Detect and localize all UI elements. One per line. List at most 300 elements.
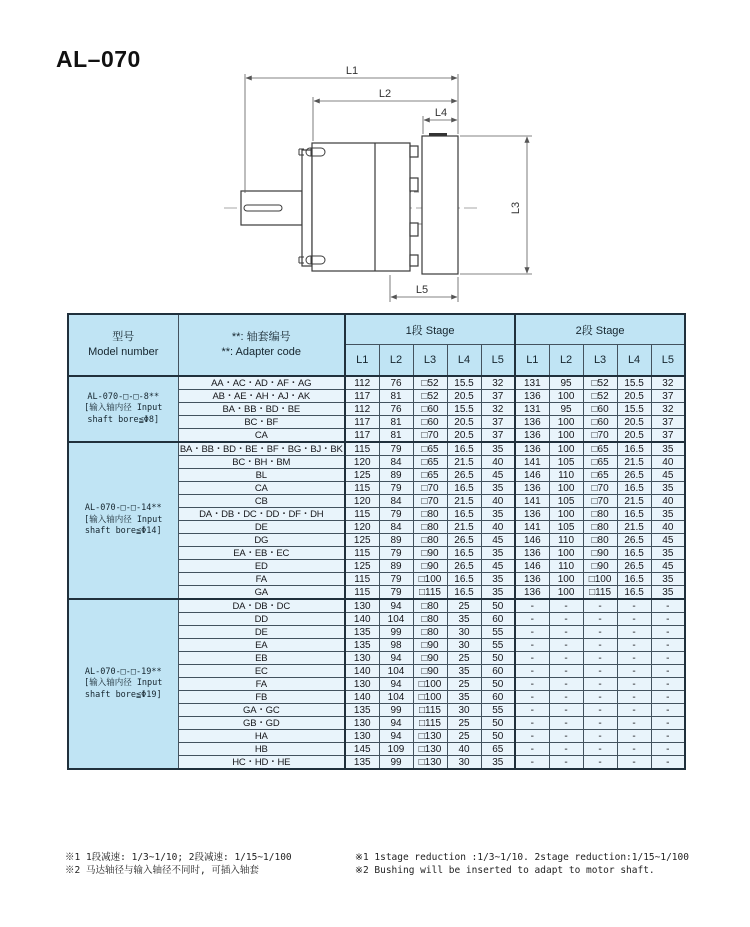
stage1-value-cell: 120 bbox=[345, 495, 379, 508]
stage2-value-cell: 37 bbox=[651, 416, 685, 429]
footnote-en-1: ※1 1stage reduction :1/3~1/10. 2stage reduction:1/15~1/100 bbox=[355, 852, 689, 863]
adapter-code-cell: EC bbox=[178, 665, 345, 678]
stage2-value-cell: 100 bbox=[549, 547, 583, 560]
stage2-value-cell: □90 bbox=[583, 560, 617, 573]
adapter-code-cell: DE bbox=[178, 521, 345, 534]
stage2-value-cell: 35 bbox=[651, 482, 685, 495]
stage1-value-cell: □115 bbox=[413, 704, 447, 717]
stage1-value-cell: 117 bbox=[345, 429, 379, 443]
stage1-value-cell: □70 bbox=[413, 429, 447, 443]
stage1-value-cell: 130 bbox=[345, 678, 379, 691]
stage1-value-cell: 25 bbox=[447, 717, 481, 730]
stage2-value-cell: - bbox=[515, 626, 549, 639]
dim-label-l1: L1 bbox=[345, 65, 359, 77]
stage1-value-cell: 112 bbox=[345, 403, 379, 416]
stage2-value-cell: 136 bbox=[515, 508, 549, 521]
stage2-value-cell: □52 bbox=[583, 376, 617, 390]
stage2-value-cell: 40 bbox=[651, 521, 685, 534]
dimension-table bbox=[67, 313, 686, 770]
stage2-value-cell: - bbox=[549, 626, 583, 639]
stage1-value-cell: 25 bbox=[447, 678, 481, 691]
stage2-value-cell: - bbox=[549, 678, 583, 691]
dimension-table-body bbox=[68, 376, 685, 769]
stage1-value-cell: 37 bbox=[481, 416, 515, 429]
adapter-code-cell: AA・AC・AD・AF・AG bbox=[178, 376, 345, 390]
stage2-value-cell: □65 bbox=[583, 456, 617, 469]
stage1-value-cell: 40 bbox=[481, 521, 515, 534]
stage2-value-cell: 131 bbox=[515, 403, 549, 416]
stage2-value-cell: □65 bbox=[583, 469, 617, 482]
stage2-value-cell: 136 bbox=[515, 442, 549, 456]
stage1-value-cell: 35 bbox=[481, 547, 515, 560]
stage1-value-cell: 60 bbox=[481, 665, 515, 678]
stage2-value-cell: 141 bbox=[515, 521, 549, 534]
adapter-code-cell: EA・EB・EC bbox=[178, 547, 345, 560]
stage2-value-cell: - bbox=[583, 743, 617, 756]
stage2-value-cell: □115 bbox=[583, 586, 617, 600]
stage1-value-cell: 76 bbox=[379, 376, 413, 390]
stage2-value-cell: 35 bbox=[651, 547, 685, 560]
footnote-cn-2: ※2 马达轴径与输入轴径不同时, 可插入轴套 bbox=[65, 865, 259, 876]
stage1-value-cell: 145 bbox=[345, 743, 379, 756]
stage1-value-cell: 35 bbox=[481, 586, 515, 600]
stage2-value-cell: - bbox=[515, 678, 549, 691]
stage2-value-cell: 105 bbox=[549, 521, 583, 534]
stage1-value-cell: □130 bbox=[413, 743, 447, 756]
stage1-l4-header: L4 bbox=[447, 345, 481, 377]
stage1-value-cell: 21.5 bbox=[447, 521, 481, 534]
stage2-value-cell: 16.5 bbox=[617, 442, 651, 456]
stage1-value-cell: 35 bbox=[481, 756, 515, 770]
stage2-value-cell: - bbox=[651, 678, 685, 691]
stage1-value-cell: 35 bbox=[481, 573, 515, 586]
adapter-code-cell: GA・GC bbox=[178, 704, 345, 717]
stage1-value-cell: 25 bbox=[447, 730, 481, 743]
stage1-value-cell: 117 bbox=[345, 390, 379, 403]
stage1-value-cell: 55 bbox=[481, 639, 515, 652]
stage1-value-cell: 104 bbox=[379, 665, 413, 678]
table-header-group-row bbox=[68, 314, 685, 345]
stage1-value-cell: 30 bbox=[447, 639, 481, 652]
stage1-value-cell: 104 bbox=[379, 613, 413, 626]
stage1-value-cell: □90 bbox=[413, 665, 447, 678]
stage2-value-cell: 45 bbox=[651, 560, 685, 573]
stage1-value-cell: 40 bbox=[481, 495, 515, 508]
stage1-value-cell: 21.5 bbox=[447, 456, 481, 469]
stage2-value-cell: 21.5 bbox=[617, 521, 651, 534]
stage1-value-cell: 89 bbox=[379, 469, 413, 482]
stage2-l3-header: L3 bbox=[583, 345, 617, 377]
stage1-value-cell: 20.5 bbox=[447, 390, 481, 403]
stage1-value-cell: 30 bbox=[447, 626, 481, 639]
stage1-value-cell: 79 bbox=[379, 547, 413, 560]
stage1-value-cell: 50 bbox=[481, 717, 515, 730]
stage1-value-cell: □90 bbox=[413, 560, 447, 573]
stage1-value-cell: □60 bbox=[413, 403, 447, 416]
front-flange bbox=[302, 150, 312, 266]
stage1-value-cell: 79 bbox=[379, 482, 413, 495]
stage2-value-cell: - bbox=[515, 717, 549, 730]
stage2-value-cell: - bbox=[515, 756, 549, 770]
stage1-value-cell: 115 bbox=[345, 547, 379, 560]
stage2-value-cell: - bbox=[583, 730, 617, 743]
stage2-value-cell: - bbox=[515, 639, 549, 652]
stage1-value-cell: 65 bbox=[481, 743, 515, 756]
rear-tab-1 bbox=[410, 146, 418, 157]
stage2-value-cell: - bbox=[583, 717, 617, 730]
stage1-value-cell: □115 bbox=[413, 586, 447, 600]
stage2-value-cell: - bbox=[583, 613, 617, 626]
stage1-l5-header: L5 bbox=[481, 345, 515, 377]
adapter-code-cell: BA・BB・BD・BE bbox=[178, 403, 345, 416]
stage2-value-cell: - bbox=[549, 717, 583, 730]
stage1-value-cell: 115 bbox=[345, 482, 379, 495]
stage1-value-cell: □90 bbox=[413, 639, 447, 652]
stage1-value-cell: □80 bbox=[413, 613, 447, 626]
stage1-value-cell: 89 bbox=[379, 534, 413, 547]
stage2-value-cell: - bbox=[549, 639, 583, 652]
stage1-value-cell: □80 bbox=[413, 599, 447, 613]
stage2-value-cell: 15.5 bbox=[617, 403, 651, 416]
model-number-header: 型号 Model number bbox=[68, 314, 178, 376]
stage2-value-cell: 141 bbox=[515, 495, 549, 508]
stage2-value-cell: 16.5 bbox=[617, 547, 651, 560]
stage2-value-cell: - bbox=[651, 704, 685, 717]
stage2-value-cell: 100 bbox=[549, 416, 583, 429]
stage1-value-cell: 81 bbox=[379, 416, 413, 429]
stage2-value-cell: - bbox=[651, 639, 685, 652]
stage1-value-cell: 16.5 bbox=[447, 547, 481, 560]
footnote-en-2: ※2 Bushing will be inserted to adapt to motor shaft. bbox=[355, 865, 655, 876]
stage2-value-cell: - bbox=[651, 626, 685, 639]
stage2-value-cell: - bbox=[617, 704, 651, 717]
stage2-value-cell: 26.5 bbox=[617, 469, 651, 482]
stage2-value-cell: - bbox=[515, 652, 549, 665]
stage2-value-cell: 100 bbox=[549, 429, 583, 443]
stage1-value-cell: 84 bbox=[379, 456, 413, 469]
adapter-code-cell: DE bbox=[178, 626, 345, 639]
stage1-value-cell: 79 bbox=[379, 586, 413, 600]
adapter-code-cell: CB bbox=[178, 495, 345, 508]
adapter-code-cell: DA・DB・DC bbox=[178, 599, 345, 613]
stage2-value-cell: 141 bbox=[515, 456, 549, 469]
stage1-value-cell: 98 bbox=[379, 639, 413, 652]
adapter-code-cell: HC・HD・HE bbox=[178, 756, 345, 770]
adapter-code-cell: FA bbox=[178, 573, 345, 586]
stage1-value-cell: □100 bbox=[413, 678, 447, 691]
stage2-value-cell: - bbox=[617, 613, 651, 626]
stage2-value-cell: □100 bbox=[583, 573, 617, 586]
stage1-value-cell: 79 bbox=[379, 508, 413, 521]
stage1-header: 1段 Stage bbox=[345, 314, 515, 345]
stage2-value-cell: - bbox=[583, 665, 617, 678]
stage2-value-cell: - bbox=[617, 743, 651, 756]
stage2-value-cell: 100 bbox=[549, 508, 583, 521]
stage1-value-cell: 60 bbox=[481, 691, 515, 704]
stage2-l4-header: L4 bbox=[617, 345, 651, 377]
stage2-value-cell: - bbox=[549, 704, 583, 717]
stage1-value-cell: 55 bbox=[481, 626, 515, 639]
stage2-value-cell: - bbox=[651, 691, 685, 704]
stage2-value-cell: 16.5 bbox=[617, 482, 651, 495]
stage1-value-cell: □80 bbox=[413, 508, 447, 521]
model-number-cell: AL-070-□-□-8** [输入轴内径 Input shaft bore≦Φ8] bbox=[68, 376, 178, 442]
stage1-value-cell: 89 bbox=[379, 560, 413, 573]
stage1-value-cell: 15.5 bbox=[447, 403, 481, 416]
stage2-value-cell: □60 bbox=[583, 416, 617, 429]
stage2-value-cell: - bbox=[583, 639, 617, 652]
stage2-value-cell: - bbox=[651, 730, 685, 743]
stage2-value-cell: 35 bbox=[651, 573, 685, 586]
stage1-value-cell: 94 bbox=[379, 599, 413, 613]
stage1-value-cell: 115 bbox=[345, 573, 379, 586]
stage2-value-cell: 146 bbox=[515, 560, 549, 573]
stage1-value-cell: 30 bbox=[447, 756, 481, 770]
adapter-code-cell: BC・BH・BM bbox=[178, 456, 345, 469]
adapter-code-cell: DG bbox=[178, 534, 345, 547]
stage1-value-cell: 32 bbox=[481, 403, 515, 416]
adapter-code-cell: BA・BB・BD・BE・BF・BG・BJ・BK bbox=[178, 442, 345, 456]
stage1-value-cell: 140 bbox=[345, 691, 379, 704]
stage2-value-cell: 110 bbox=[549, 534, 583, 547]
stage1-value-cell: 20.5 bbox=[447, 416, 481, 429]
stage1-value-cell: □70 bbox=[413, 482, 447, 495]
stage2-value-cell: 16.5 bbox=[617, 508, 651, 521]
stage1-value-cell: □90 bbox=[413, 652, 447, 665]
stage1-value-cell: 50 bbox=[481, 730, 515, 743]
stage1-value-cell: 26.5 bbox=[447, 560, 481, 573]
adapter-top-tab bbox=[429, 133, 447, 136]
stage1-value-cell: 115 bbox=[345, 442, 379, 456]
stage2-value-cell: - bbox=[515, 730, 549, 743]
stage1-value-cell: 35 bbox=[447, 691, 481, 704]
adapter-code-cell: GB・GD bbox=[178, 717, 345, 730]
stage1-value-cell: 94 bbox=[379, 730, 413, 743]
stage1-value-cell: 81 bbox=[379, 390, 413, 403]
stage2-value-cell: 35 bbox=[651, 586, 685, 600]
stage1-value-cell: 125 bbox=[345, 534, 379, 547]
stage1-value-cell: 26.5 bbox=[447, 534, 481, 547]
adapter-code-cell: CA bbox=[178, 482, 345, 495]
stage2-value-cell: - bbox=[651, 665, 685, 678]
adapter-code-cell: GA bbox=[178, 586, 345, 600]
footnotes-english bbox=[355, 851, 689, 877]
footnote-cn-1: ※1 1段减速: 1/3~1/10; 2段减速: 1/15~1/100 bbox=[65, 852, 292, 863]
stage1-value-cell: 35 bbox=[481, 442, 515, 456]
stage2-value-cell: - bbox=[515, 613, 549, 626]
stage2-value-cell: □70 bbox=[583, 495, 617, 508]
stage2-value-cell: 110 bbox=[549, 560, 583, 573]
table-row bbox=[68, 376, 685, 390]
stage2-value-cell: 20.5 bbox=[617, 416, 651, 429]
adapter-code-cell: BC・BF bbox=[178, 416, 345, 429]
stage2-value-cell: - bbox=[651, 613, 685, 626]
stage1-value-cell: 50 bbox=[481, 652, 515, 665]
stage2-value-cell: □80 bbox=[583, 534, 617, 547]
stage2-value-cell: 21.5 bbox=[617, 456, 651, 469]
stage1-value-cell: □80 bbox=[413, 626, 447, 639]
stage2-value-cell: □80 bbox=[583, 508, 617, 521]
stage1-value-cell: 115 bbox=[345, 586, 379, 600]
stage2-value-cell: - bbox=[617, 652, 651, 665]
adapter-code-cell: FB bbox=[178, 691, 345, 704]
stage1-value-cell: 104 bbox=[379, 691, 413, 704]
stage1-value-cell: □65 bbox=[413, 456, 447, 469]
stage2-l2-header: L2 bbox=[549, 345, 583, 377]
stage2-l1-header: L1 bbox=[515, 345, 549, 377]
adapter-code-header: **: 轴套编号 **: Adapter code bbox=[178, 314, 345, 376]
stage2-value-cell: 16.5 bbox=[617, 586, 651, 600]
adapter-code-cell: EB bbox=[178, 652, 345, 665]
stage1-value-cell: 16.5 bbox=[447, 573, 481, 586]
stage1-value-cell: 16.5 bbox=[447, 586, 481, 600]
stage2-value-cell: 16.5 bbox=[617, 573, 651, 586]
adapter-code-cell: AB・AE・AH・AJ・AK bbox=[178, 390, 345, 403]
stage1-value-cell: 35 bbox=[447, 613, 481, 626]
stage1-value-cell: 84 bbox=[379, 521, 413, 534]
stage2-value-cell: - bbox=[515, 665, 549, 678]
stage2-value-cell: - bbox=[515, 743, 549, 756]
stage2-value-cell: 136 bbox=[515, 573, 549, 586]
stage2-value-cell: 32 bbox=[651, 403, 685, 416]
stage2-value-cell: 45 bbox=[651, 469, 685, 482]
stage1-value-cell: 50 bbox=[481, 678, 515, 691]
stage2-value-cell: 136 bbox=[515, 429, 549, 443]
adapter-code-cell: DA・DB・DC・DD・DF・DH bbox=[178, 508, 345, 521]
stage1-value-cell: 130 bbox=[345, 717, 379, 730]
stage1-value-cell: 35 bbox=[447, 665, 481, 678]
stage2-value-cell: 95 bbox=[549, 376, 583, 390]
stage1-value-cell: 45 bbox=[481, 534, 515, 547]
stage1-value-cell: 115 bbox=[345, 508, 379, 521]
stage2-value-cell: 21.5 bbox=[617, 495, 651, 508]
stage1-l3-header: L3 bbox=[413, 345, 447, 377]
stage2-value-cell: - bbox=[549, 756, 583, 770]
stage2-value-cell: □70 bbox=[583, 482, 617, 495]
stage2-value-cell: - bbox=[583, 704, 617, 717]
stage2-value-cell: 136 bbox=[515, 586, 549, 600]
stage2-value-cell: □65 bbox=[583, 442, 617, 456]
stage2-value-cell: 136 bbox=[515, 390, 549, 403]
stage2-value-cell: - bbox=[617, 756, 651, 770]
stage2-value-cell: 105 bbox=[549, 456, 583, 469]
stage1-value-cell: 99 bbox=[379, 704, 413, 717]
stage2-value-cell: - bbox=[651, 599, 685, 613]
stage1-value-cell: 81 bbox=[379, 429, 413, 443]
stage1-value-cell: 99 bbox=[379, 626, 413, 639]
stage2-value-cell: 136 bbox=[515, 482, 549, 495]
stage2-value-cell: □80 bbox=[583, 521, 617, 534]
stage1-value-cell: 35 bbox=[481, 482, 515, 495]
stage2-value-cell: 100 bbox=[549, 442, 583, 456]
stage2-value-cell: - bbox=[651, 717, 685, 730]
stage2-value-cell: - bbox=[617, 717, 651, 730]
adapter-plate bbox=[422, 136, 458, 274]
rear-tab-3 bbox=[410, 223, 418, 236]
stage1-value-cell: 21.5 bbox=[447, 495, 481, 508]
stage2-value-cell: - bbox=[583, 599, 617, 613]
stage2-value-cell: - bbox=[617, 678, 651, 691]
stage2-value-cell: 146 bbox=[515, 534, 549, 547]
rear-tab-4 bbox=[410, 255, 418, 266]
stage1-value-cell: 125 bbox=[345, 560, 379, 573]
stage2-value-cell: 100 bbox=[549, 482, 583, 495]
stage2-value-cell: 131 bbox=[515, 376, 549, 390]
stage2-value-cell: - bbox=[617, 639, 651, 652]
dim-label-l5: L5 bbox=[415, 284, 429, 296]
stage2-value-cell: - bbox=[515, 691, 549, 704]
stage2-value-cell: - bbox=[583, 652, 617, 665]
stage2-value-cell: 40 bbox=[651, 456, 685, 469]
stage2-value-cell: - bbox=[617, 691, 651, 704]
stage1-value-cell: □60 bbox=[413, 416, 447, 429]
stage2-value-cell: 20.5 bbox=[617, 390, 651, 403]
stage1-value-cell: 135 bbox=[345, 639, 379, 652]
stage1-value-cell: 135 bbox=[345, 626, 379, 639]
stage1-value-cell: 26.5 bbox=[447, 469, 481, 482]
adapter-code-cell: HA bbox=[178, 730, 345, 743]
adapter-code-cell: FA bbox=[178, 678, 345, 691]
stage1-value-cell: 16.5 bbox=[447, 508, 481, 521]
main-body bbox=[312, 143, 410, 271]
adapter-code-cell: BL bbox=[178, 469, 345, 482]
stage2-value-cell: 100 bbox=[549, 573, 583, 586]
stage1-value-cell: 45 bbox=[481, 469, 515, 482]
stage1-value-cell: 130 bbox=[345, 652, 379, 665]
stage2-value-cell: - bbox=[549, 665, 583, 678]
stage1-value-cell: □65 bbox=[413, 442, 447, 456]
stage1-value-cell: □130 bbox=[413, 730, 447, 743]
stage1-value-cell: 79 bbox=[379, 573, 413, 586]
stage1-value-cell: 16.5 bbox=[447, 442, 481, 456]
stage2-value-cell: 40 bbox=[651, 495, 685, 508]
stage1-value-cell: □80 bbox=[413, 521, 447, 534]
stage1-value-cell: 40 bbox=[447, 743, 481, 756]
stage1-value-cell: □70 bbox=[413, 495, 447, 508]
stage1-value-cell: □80 bbox=[413, 534, 447, 547]
stage2-value-cell: - bbox=[651, 652, 685, 665]
stage1-value-cell: 32 bbox=[481, 376, 515, 390]
stage2-l5-header: L5 bbox=[651, 345, 685, 377]
stage1-value-cell: 16.5 bbox=[447, 482, 481, 495]
stage2-value-cell: 15.5 bbox=[617, 376, 651, 390]
stage1-value-cell: □52 bbox=[413, 376, 447, 390]
stage2-value-cell: - bbox=[617, 730, 651, 743]
table-row bbox=[68, 442, 685, 456]
table-row bbox=[68, 599, 685, 613]
page-title: AL–070 bbox=[56, 46, 141, 72]
stage1-value-cell: 60 bbox=[481, 613, 515, 626]
stage1-value-cell: 20.5 bbox=[447, 429, 481, 443]
stage1-value-cell: 130 bbox=[345, 730, 379, 743]
stage2-value-cell: - bbox=[651, 756, 685, 770]
shaft-housing bbox=[241, 191, 302, 225]
stage1-value-cell: 112 bbox=[345, 376, 379, 390]
stage2-value-cell: - bbox=[549, 743, 583, 756]
stage1-value-cell: 30 bbox=[447, 704, 481, 717]
stage1-value-cell: 120 bbox=[345, 456, 379, 469]
stage1-value-cell: □52 bbox=[413, 390, 447, 403]
stage2-value-cell: 26.5 bbox=[617, 560, 651, 573]
stage1-value-cell: 135 bbox=[345, 704, 379, 717]
stage2-value-cell: 35 bbox=[651, 442, 685, 456]
adapter-code-cell: EA bbox=[178, 639, 345, 652]
adapter-code-cell: HB bbox=[178, 743, 345, 756]
stage1-value-cell: 37 bbox=[481, 429, 515, 443]
dim-label-l3: L3 bbox=[510, 201, 522, 215]
stage2-value-cell: 37 bbox=[651, 429, 685, 443]
stage1-value-cell: 79 bbox=[379, 442, 413, 456]
